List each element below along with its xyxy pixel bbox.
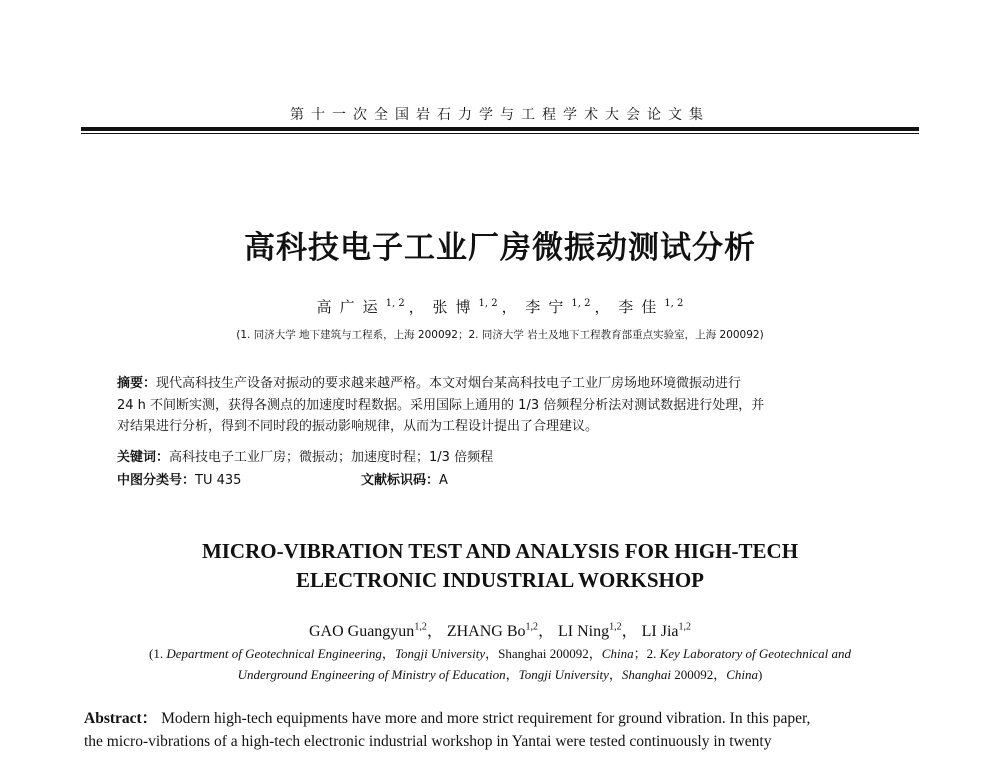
cn-classification (117, 469, 887, 488)
en-abstract-line: Modern high-tech equipments have more and more strict requirement for ground vibration. In this paper, (157, 710, 811, 727)
header-rule-thin (81, 133, 919, 134)
cn-abstract-line: 24 h 不间断实测，获得各测点的加速度时程数据。采用国际上通用的 1/3 倍频程分析法对测试数据进行处理，并 (117, 397, 765, 413)
cn-abstract-label: 摘要： (117, 376, 157, 391)
en-title (0, 537, 1000, 595)
en-author-list: GAO Guangyun$^{1,2}$， ZHANG Bo$^{1,2}$， LI Ning$^{1,2}$， LI Jia$^{1,2}$ (308, 621, 692, 640)
cn-author: 张博$^{1, 2}$ (432, 298, 498, 316)
en-title-line: ELECTRONIC INDUSTRIAL WORKSHOP (295, 568, 705, 592)
en-author: GAO Guangyun$^{1,2}$ (308, 621, 427, 640)
cn-abstract-line: 对结果进行分析，得到不同时段的振动影响规律，从而为工程设计提出了合理建议。 (117, 419, 599, 434)
en-abstract-label: Abstract： (84, 710, 158, 727)
cn-keywords (117, 446, 887, 465)
en-abstract (84, 707, 918, 753)
en-author: LI Ning$^{1,2}$ (558, 621, 622, 640)
cn-class-label: 中图分类号： (117, 473, 196, 488)
header-rule-thick (81, 127, 919, 131)
cn-author: 李宁$^{1, 2}$ (525, 298, 591, 316)
en-author: LI Jia$^{1,2}$ (641, 621, 692, 640)
cn-keywords-label: 关键词： (117, 450, 170, 465)
cn-title: 高科技电子工业厂房微振动测试分析 (244, 230, 756, 266)
cn-author-list: 高广运$^{1, 2}$ ， 张博$^{1, 2}$ ， 李宁$^{1, 2}$ ， 李佳$^{1, 2}$ (316, 298, 684, 316)
en-abstract-line: the micro-vibrations of a high-tech electronic industrial workshop in Yantai were tested continuously in twenty (84, 733, 772, 750)
en-author: ZHANG Bo$^{1,2}$ (446, 621, 538, 640)
cn-author: 李佳$^{1, 2}$ (618, 298, 684, 316)
running-header: 第十一次全国岩石力学与工程学术大会论文集 (290, 107, 710, 123)
cn-doc-code-label: 文献标识码： (361, 473, 440, 488)
cn-abstract (117, 373, 887, 438)
cn-doc-code (361, 469, 448, 488)
cn-author: 高广运$^{1, 2}$ (316, 298, 405, 316)
en-title-line: MICRO-VIBRATION TEST AND ANALYSIS FOR HIGH-TECH (201, 539, 799, 563)
cn-affiliation: (1. 同济大学 地下建筑与工程系，上海 200092；2. 同济大学 岩土及地下工程教育部重点实验室，上海 200092) (236, 329, 764, 341)
cn-class-value: TU 435 (195, 473, 242, 488)
en-affiliation: (1. Department of Geotechnical Engineering，Tongji University，Shanghai 200092，China；2. Key Laboratory of Geotechnical and Underground Engineering of Ministry of Education，Tongji University，Shanghai 200092，China) (149, 646, 851, 682)
cn-keywords-value: 高科技电子工业厂房；微振动；加速度时程；1/3 倍频程 (169, 450, 494, 465)
cn-doc-code-value: A (439, 473, 448, 488)
cn-abstract-line: 现代高科技生产设备对振动的要求越来越严格。本文对烟台某高科技电子工业厂房场地环境微振动进行 (156, 376, 742, 391)
